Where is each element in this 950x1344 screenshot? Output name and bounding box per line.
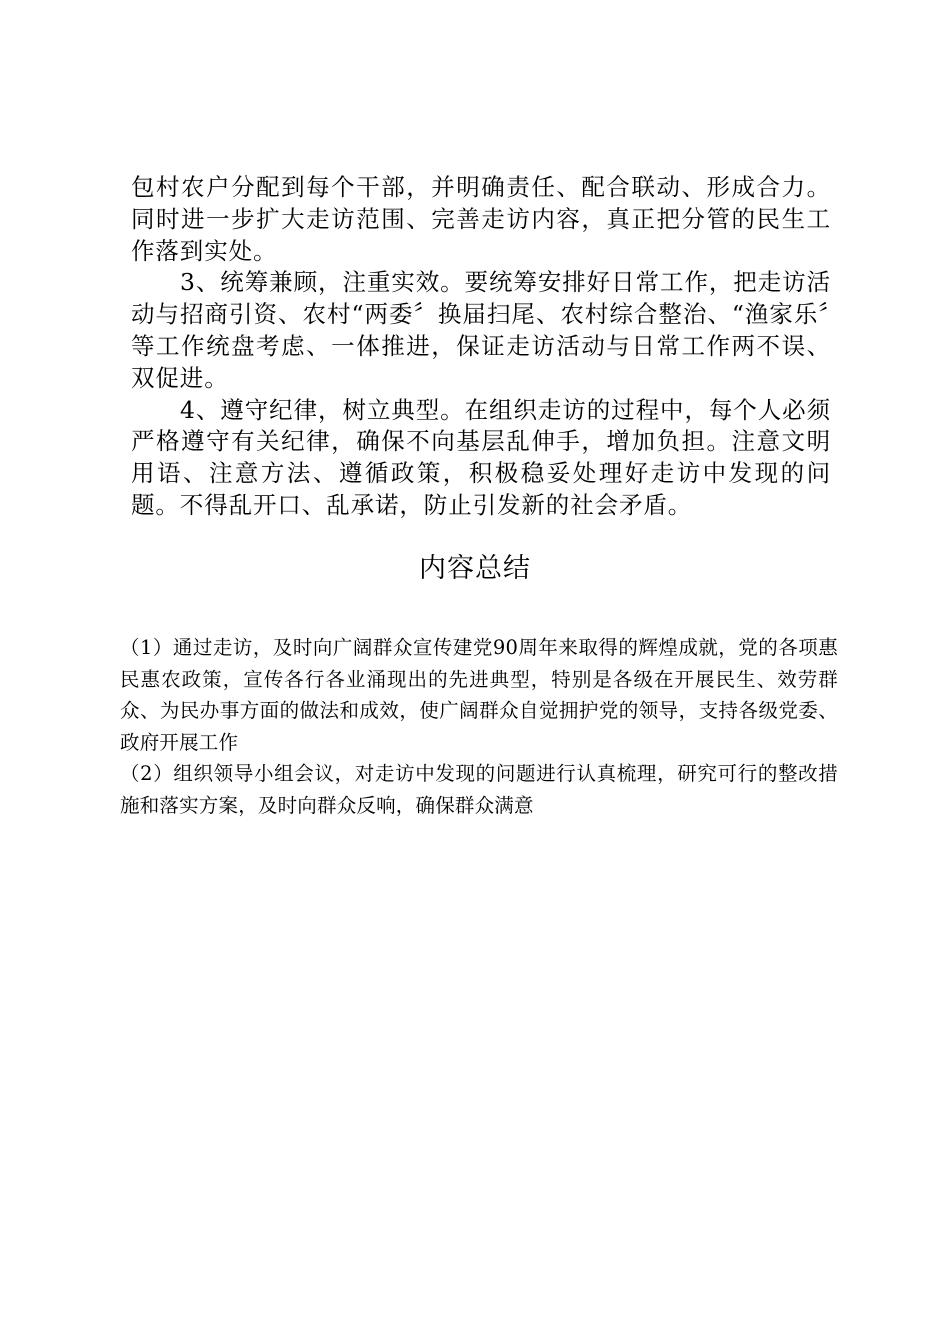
document-body	[131, 172, 831, 522]
summary-item-1: （1）通过走访，及时向广阔群众宣传建党90周年来取得的辉煌成就，党的各项惠民惠农政策，宣传各行各业涌现出的先进典型，特别是各级在开展民生、效劳群众、为民办事方面的做法和成效，使广阔群众自觉拥护党的领导，支持各级党委、政府开展工作	[120, 636, 838, 754]
summary-title: 内容总结	[419, 553, 531, 584]
paragraph-item-4: 4、遵守纪律，树立典型。在组织走访的过程中，每个人必须严格遵守有关纪律，确保不向基层乱伸手，增加负担。注意文明用语、注意方法、遵循政策，积极稳妥处理好走访中发现的问题。不得乱开口、乱承诺，防止引发新的社会矛盾。	[131, 395, 831, 519]
paragraph-continuation: 包村农户分配到每个干部，并明确责任、配合联动、形成合力。同时进一步扩大走访范围、完善走访内容，真正把分管的民生工作落到实处。	[131, 173, 831, 265]
paragraph-item-3: 3、统筹兼顾，注重实效。要统筹安排好日常工作，把走访活动与招商引资、农村“两委〞换届扫尾、农村综合整治、“渔家乐〞等工作统盘考虑、一体推进，保证走访活动与日常工作两不误、双促进。	[131, 268, 831, 392]
summary-section	[120, 632, 838, 822]
summary-item-2: （2）组织领导小组会议，对走访中发现的问题进行认真梳理，研究可行的整改措施和落实方案，及时向群众反响，确保群众满意	[120, 762, 838, 817]
